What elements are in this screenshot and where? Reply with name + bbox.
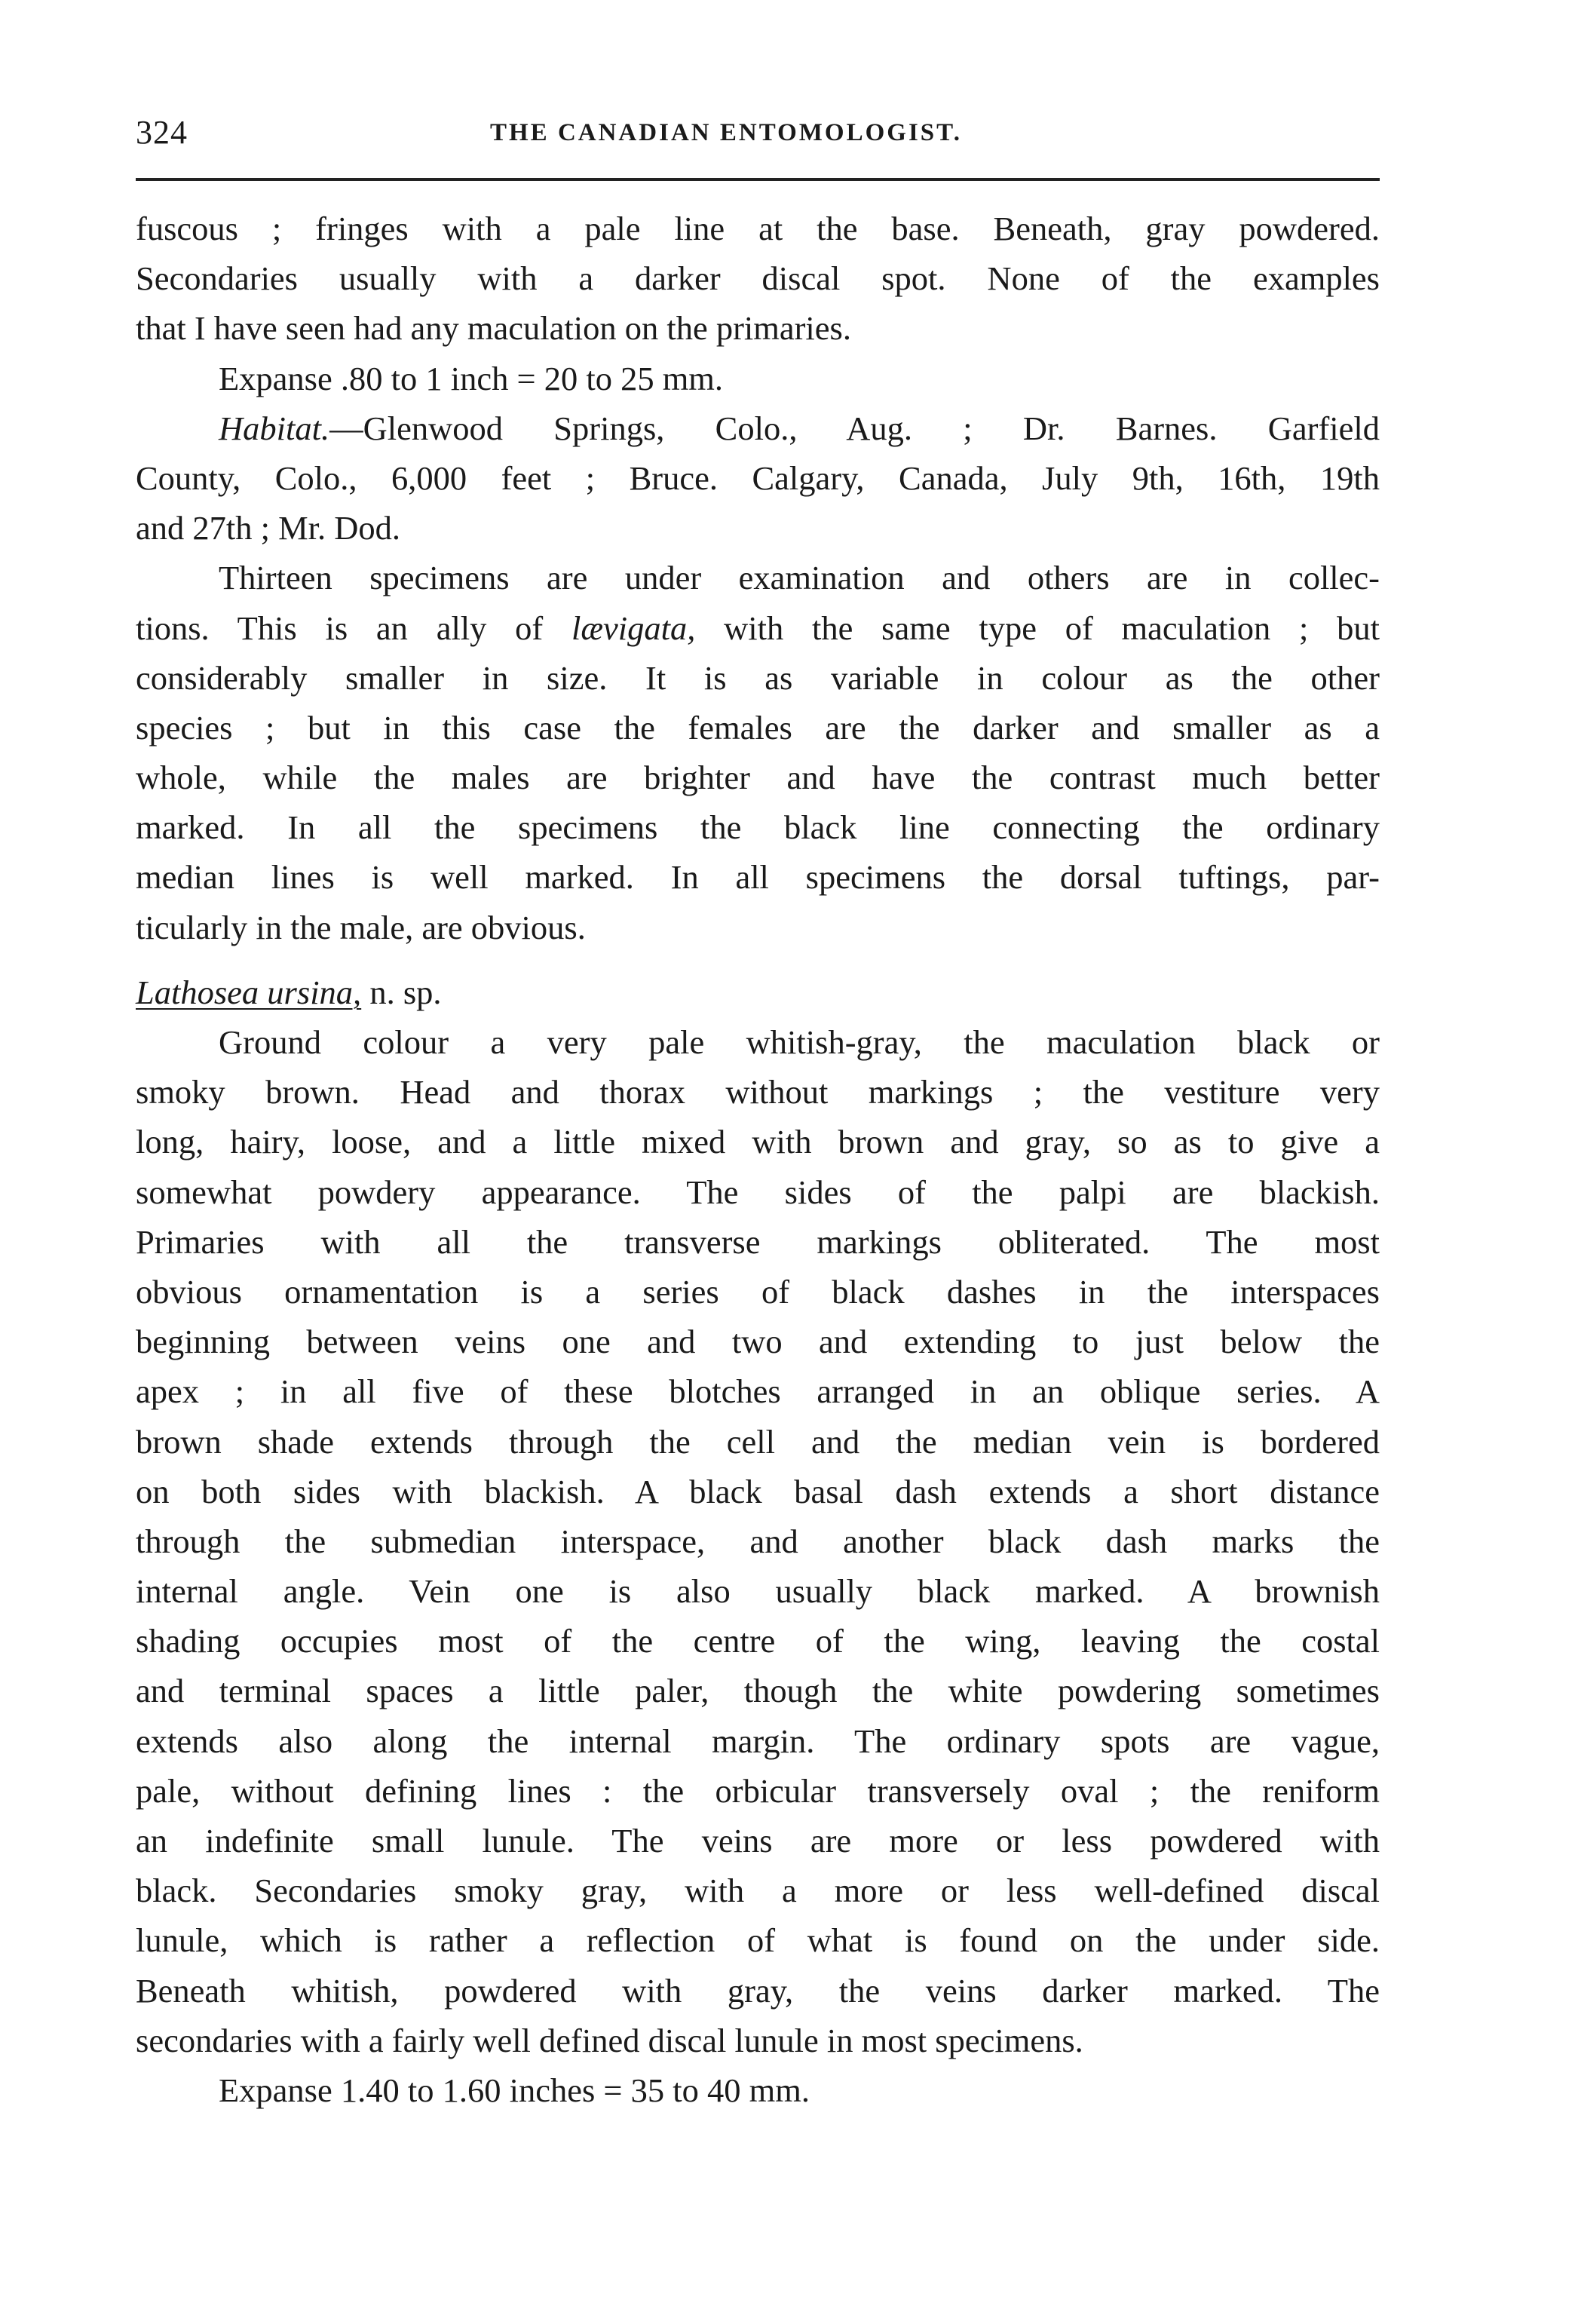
text-run: with the same type of maculation ; but: [695, 609, 1380, 647]
header-rule: [136, 178, 1380, 181]
description-line: lunule, which is rather a reflection of what is found on the under side.: [136, 1921, 1380, 1960]
text-line: fuscous ; fringes with a pale line at the base. Beneath, gray powdered.: [136, 210, 1380, 247]
text-line: Thirteen specimens are under examination and others are in collec-: [219, 559, 1380, 597]
species-suffix: n. sp.: [361, 973, 442, 1011]
habitat-line: [136, 403, 1380, 453]
description-line: Ground colour a very pale whitish-gray, the maculation black or: [219, 1023, 1380, 1061]
description-line: obvious ornamentation is a series of black dashes in the interspaces: [136, 1272, 1380, 1311]
description-line: extends also along the internal margin. The ordinary spots are vague,: [136, 1722, 1380, 1760]
description-line: smoky brown. Head and thorax without markings ; the vestiture very: [136, 1073, 1380, 1111]
text-line: ticularly in the male, are obvious.: [136, 908, 586, 946]
description-line: black. Secondaries smoky gray, with a more or less well-defined discal: [136, 1872, 1380, 1910]
expanse-line: Expanse .80 to 1 inch = 20 to 25 mm.: [219, 359, 724, 397]
description-line: brown shade extends through the cell and the median vein is bordered: [136, 1422, 1380, 1461]
description-line: pale, without defining lines : the orbicular transversely oval ; the reniform: [136, 1771, 1380, 1810]
page-number: 324: [136, 114, 188, 151]
description-line: long, hairy, loose, and a little mixed with brown and gray, so as to give a: [136, 1123, 1380, 1161]
description-line: secondaries with a fairly well defined discal lunule in most specimens.: [136, 2021, 1083, 2059]
description-line: through the submedian interspace, and another black dash marks the: [136, 1522, 1380, 1560]
text-line: whole, while the males are brighter and have the contrast much better: [136, 759, 1380, 797]
page: [136, 113, 1380, 2115]
running-title: THE CANADIAN ENTOMOLOGIST.: [490, 119, 962, 146]
text-line: Secondaries usually with a darker discal spot. None of the examples: [136, 259, 1380, 298]
description-line: an indefinite small lunule. The veins are more or less powdered with: [136, 1822, 1380, 1860]
species-heading: [136, 967, 1380, 1017]
habitat-label: Habitat.: [219, 409, 330, 447]
description-line: and terminal spaces a little paler, though the white powdering sometimes: [136, 1672, 1380, 1710]
description-line: apex ; in all five of these blotches arranged in an oblique series. A: [136, 1372, 1380, 1411]
expanse-line: Expanse 1.40 to 1.60 inches = 35 to 40 mm.: [219, 2071, 810, 2109]
text-line: that I have seen had any maculation on the primaries.: [136, 309, 851, 348]
body-text: [136, 204, 1380, 2115]
habitat-text: —Glenwood Springs, Colo., Aug. ; Dr. Barnes. Garfield: [329, 409, 1380, 447]
description-line: on both sides with blackish. A black basal dash extends a short distance: [136, 1472, 1380, 1510]
species-reference: lævigata,: [571, 609, 696, 647]
species-name: Lathosea ursina,: [136, 973, 362, 1011]
description-line: Beneath whitish, powdered with gray, the veins darker marked. The: [136, 1971, 1380, 2010]
text-line: species ; but in this case the females are the darker and smaller as a: [136, 708, 1380, 747]
text-line: marked. In all the specimens the black line connecting the ordinary: [136, 808, 1380, 847]
habitat-line: and 27th ; Mr. Dod.: [136, 509, 401, 547]
habitat-line: County, Colo., 6,000 feet ; Bruce. Calgary, Canada, July 9th, 16th, 19th: [136, 458, 1380, 497]
description-line: shading occupies most of the centre of the wing, leaving the costal: [136, 1622, 1380, 1660]
description-line: beginning between veins one and two and extending to just below the: [136, 1323, 1380, 1361]
text-run: tions. This is an ally of: [136, 609, 571, 647]
description-line: internal angle. Vein one is also usually black marked. A brownish: [136, 1572, 1380, 1611]
page-header: [136, 113, 1380, 158]
text-line: [136, 603, 1380, 653]
text-line: median lines is well marked. In all specimens the dorsal tuftings, par-: [136, 858, 1380, 897]
description-line: Primaries with all the transverse markings obliterated. The most: [136, 1222, 1380, 1261]
description-line: somewhat powdery appearance. The sides of the palpi are blackish.: [136, 1173, 1380, 1211]
text-line: considerably smaller in size. It is as variable in colour as the other: [136, 658, 1380, 697]
